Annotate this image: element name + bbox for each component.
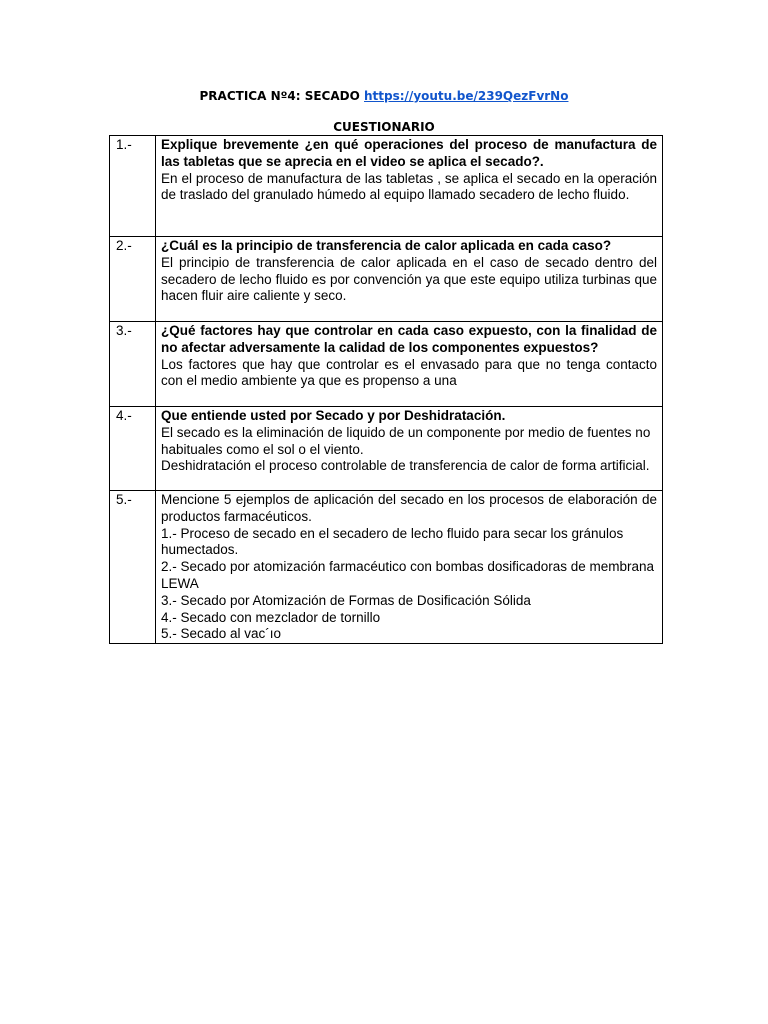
answer-text: El principio de transferencia de calor aplicada en el caso de secado dentro del secadero de lecho fluido es por convención ya que este equipo utiliza turbinas que hacen fluir aire caliente y seco. (161, 254, 657, 304)
question-text: ¿Cuál es la principio de transferencia de calor aplicada en cada caso? (161, 238, 612, 253)
section-title: CUESTIONARIO (333, 120, 435, 134)
list-item: 1.- Proceso de secado en el secadero de lecho fluido para secar los gránulos humectados. (161, 525, 624, 558)
question-text: ¿Qué factores hay que controlar en cada caso expuesto, con la finalidad de no afectar adversamente la calidad de los componentes expuestos? (161, 323, 657, 355)
question-text: Explique brevemente ¿en qué operaciones del proceso de manufactura de las tabletas que se aprecia en el video se aplica el secado?. (161, 137, 657, 169)
question-number: 4.- (110, 407, 156, 491)
question-cell (156, 491, 663, 644)
question-text: Que entiende usted por Secado y por Deshidratación. (161, 408, 506, 423)
question-cell (156, 136, 663, 237)
table-row (110, 491, 663, 644)
question-cell (156, 322, 663, 407)
questionnaire-table (109, 135, 663, 644)
page-title (0, 88, 768, 104)
table-row (110, 136, 663, 237)
list-item: 2.- Secado por atomización farmacéutico con bombas dosificadoras de membrana LEWA (161, 559, 655, 591)
table-row (110, 322, 663, 407)
list-item: 3.- Secado por Atomización de Formas de Dosificación Sólida (161, 592, 531, 608)
question-number: 1.- (110, 136, 156, 237)
practice-title: PRACTICA Nº4: SECADO (199, 89, 360, 103)
table-row (110, 237, 663, 322)
question-cell (156, 407, 663, 491)
question-text: Mencione 5 ejemplos de aplicación del secado en los procesos de elaboración de productos farmacéuticos. (161, 492, 657, 524)
answer-line: El secado es la eliminación de liquido de un componente por medio de fuentes no habituales como el sol o el viento. (161, 424, 651, 457)
question-number: 3.- (110, 322, 156, 407)
list-item: 4.- Secado con mezclador de tornillo (161, 609, 381, 625)
table-row (110, 407, 663, 491)
question-number: 5.- (110, 491, 156, 644)
question-number: 2.- (110, 237, 156, 322)
video-link[interactable]: https://youtu.be/239QezFvrNo (364, 89, 569, 103)
list-item: 5.- Secado al vac´ıo (161, 626, 282, 642)
answer-text: En el proceso de manufactura de las tabletas , se aplica el secado en la operación de traslado del granulado húmedo al equipo llamado secadero de lecho fluido. (161, 170, 657, 203)
answer-text: Los factores que hay que controlar es el envasado para que no tenga contacto con el medio ambiente ya que es propenso a una (161, 356, 657, 389)
question-cell (156, 237, 663, 322)
answer-line: Deshidratación el proceso controlable de transferencia de calor de forma artificial. (161, 458, 650, 474)
